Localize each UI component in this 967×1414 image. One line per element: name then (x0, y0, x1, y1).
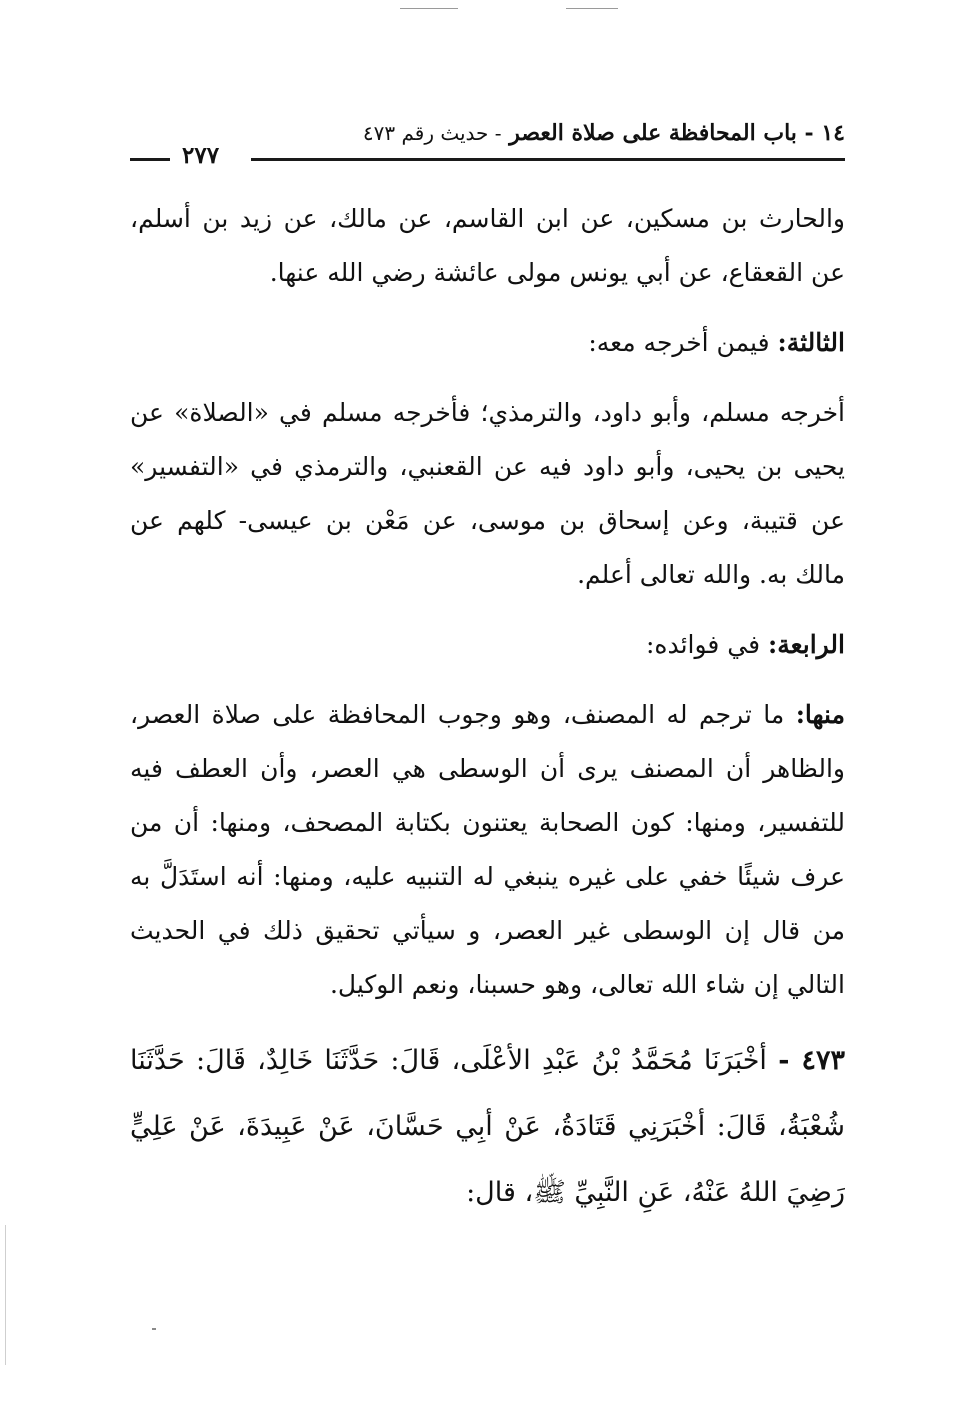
header-rule (251, 158, 845, 161)
main-text (130, 192, 845, 1226)
scan-artifact-line (400, 8, 458, 9)
hadith-number: ٤٧٣ - (778, 1045, 845, 1076)
hadith-reference: - حديث رقم ٤٧٣ (362, 121, 502, 145)
section-heading-third: الثالثة: (777, 328, 845, 357)
section-subtitle-fourth: في فوائده: (645, 630, 761, 659)
hadith-block (130, 1028, 845, 1226)
chapter-title (363, 120, 845, 146)
section-subtitle-third: فيمن أخرجه معه: (588, 328, 770, 357)
section-heading-fourth: الرابعة: (768, 630, 845, 659)
paragraph-takhrij: أخرجه مسلم، وأبو داود، والترمذي؛ فأخرجه مسلم في «الصلاة» عن يحيى بن يحيى، وأبو داود فيه عن القعنبي، والترمذي في «التفسير» عن قتيبة، وعن إسحاق بن موسى، عن مَعْن بن عيسى- كلهم عن مالك به. والله تعالى أعلم. (130, 398, 845, 589)
hadith-text: أخْبَرَنَا مُحَمَّدُ بْنُ عَبْدِ الأعْلَى، قَالَ: حَدَّثَنَا خَالِدٌ، قَالَ: حَدَّثَنَا شُعْبَةُ، قَالَ: أخْبَرَنِي قَتَادَةُ، عَنْ أبِي حَسَّانَ، عَنْ عَبِيدَةَ، عَنْ عَلِيٍّ رَضِيَ اللهُ عَنْهُ، عَنِ النَّبِيِّ ﷺ، قال: (130, 1045, 845, 1208)
benefits-text: ما ترجم له المصنف، وهو وجوب المحافظة على صلاة العصر، والظاهر أن المصنف يرى أن الوسطى هي العصر، وأن العطف فيه للتفسير، ومنها: كون الصحابة يعتنون بكتابة المصحف، ومنها: أن من عرف شيئًا خفي على غيره ينبغي له التنبيه عليه، ومنها: أنه استَدَلَّ به من قال إن الوسطى غير العصر، و سيأتي تحقيق ذلك في الحديث التالي إن شاء الله تعالى، وهو حسبنا، ونعم الوكيل. (130, 700, 845, 999)
paragraph-chain-end: والحارث بن مسكين، عن ابن القاسم، عن مالك، عن زيد بن أسلم، عن القعقاع، عن أبي يونس مولى عائشة رضي الله عنها. (130, 204, 845, 287)
running-header (130, 120, 845, 168)
paragraph-benefits (130, 688, 845, 1012)
page-number: ٢٧٧ (182, 142, 220, 169)
scan-edge-line (5, 1225, 6, 1365)
scan-artifact-line (566, 8, 618, 9)
chapter-label: ١٤ - باب المحافظة على صلاة العصر (509, 120, 845, 146)
page-number-dash (130, 158, 170, 161)
section-fourth (130, 618, 845, 672)
benefits-label: منها: (795, 700, 845, 729)
section-third (130, 316, 845, 370)
scan-speck (152, 1328, 156, 1330)
